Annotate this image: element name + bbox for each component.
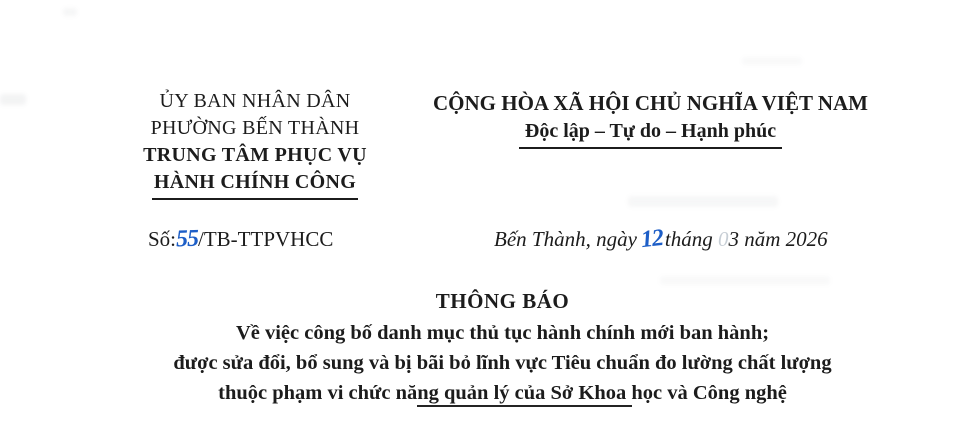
scan-artifact xyxy=(660,276,830,285)
dateline xyxy=(494,226,828,253)
document-subtitle xyxy=(60,318,945,408)
dateline-month-year: 3 năm 2026 xyxy=(728,227,828,251)
issuer-header xyxy=(105,88,405,200)
scan-artifact xyxy=(628,196,778,207)
subtitle-line-1: Về việc công bố danh mục thủ tục hành chính mới ban hành; xyxy=(235,322,770,344)
scan-artifact xyxy=(63,8,77,16)
title-separator-rule xyxy=(417,405,632,407)
dateline-faint-digit: 0 xyxy=(718,227,729,251)
reference-suffix: /TB-TTPVHCC xyxy=(198,227,334,251)
document-heading: THÔNG BÁO xyxy=(435,289,570,313)
subtitle-line-2: được sửa đổi, bổ sung và bị bãi bỏ lĩnh vực Tiêu chuẩn đo lường chất lượng xyxy=(173,352,832,374)
reference-prefix: Số: xyxy=(148,227,177,251)
national-motto-text: Độc lập – Tự do – Hạnh phúc xyxy=(519,118,782,149)
document-title-block xyxy=(60,288,945,408)
scan-artifact xyxy=(742,57,802,65)
issuer-line-4 xyxy=(105,169,405,200)
dateline-place: Bến Thành, ngày xyxy=(494,227,637,251)
issuer-line-4-text: HÀNH CHÍNH CÔNG xyxy=(152,169,358,200)
dateline-day-handwritten: 12 xyxy=(639,224,665,254)
dateline-month-label: tháng xyxy=(664,227,713,251)
national-title: CỘNG HÒA XÃ HỘI CHỦ NGHĨA VIỆT NAM xyxy=(432,91,869,115)
issuer-line-2: PHƯỜNG BẾN THÀNH xyxy=(150,117,360,139)
issuer-line-3: TRUNG TÂM PHỤC VỤ xyxy=(143,144,367,166)
national-motto xyxy=(398,118,903,149)
issuer-line-1: ỦY BAN NHÂN DÂN xyxy=(159,90,351,112)
reference-number xyxy=(148,226,333,253)
scan-artifact xyxy=(0,94,26,105)
subtitle-line-3: thuộc phạm vi chức năng quản lý của Sở Khoa học và Công nghệ xyxy=(218,382,787,404)
national-header xyxy=(398,90,903,149)
reference-number-handwritten: 55 xyxy=(175,225,199,253)
